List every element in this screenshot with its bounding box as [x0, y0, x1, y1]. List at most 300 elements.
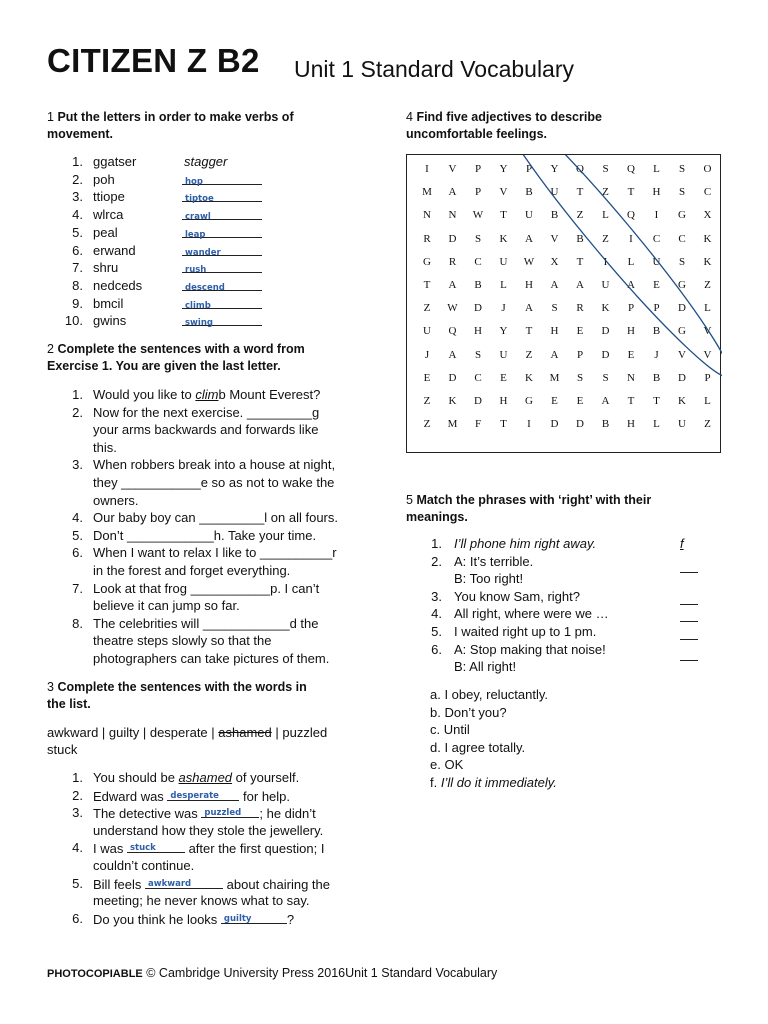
wordsearch-letter: E — [551, 395, 558, 407]
sentence-text: about chairing the — [223, 876, 330, 892]
wordsearch-letter: N — [627, 371, 635, 384]
ex3-word-list — [47, 724, 327, 742]
item-number: 2. — [72, 787, 83, 803]
wordsearch-letter: Y — [499, 325, 508, 338]
item-number: 8. — [72, 615, 83, 631]
item-number: 4. — [72, 207, 83, 223]
sentence-text: ; he didn’t — [259, 806, 316, 822]
footer-label: PHOTOCOPIABLE — [47, 968, 143, 980]
wordsearch-letter: S — [678, 163, 686, 175]
sentence-line: Don’t ____________h. Take your time. — [93, 527, 317, 543]
wordsearch-letter: I — [527, 418, 531, 431]
sentence-line: owners. — [93, 492, 139, 508]
sentence-line: meeting; he never knows what to say. — [93, 893, 310, 909]
sentence-line: When I want to relax I like to __________r — [93, 545, 337, 561]
wordsearch-letter: N — [448, 209, 457, 222]
wordsearch-letter: T — [576, 186, 584, 199]
wordsearch-letter: C — [703, 186, 712, 199]
wordsearch-letter: A — [525, 302, 533, 315]
sentence-line: they ___________e so as not to wake the — [93, 474, 335, 490]
wordsearch-letter: D — [550, 418, 559, 431]
scrambled-word: nedceds — [93, 277, 143, 293]
wordsearch-letter: J — [501, 302, 506, 315]
wordsearch-letter: C — [652, 232, 661, 245]
scrambled-word: erwand — [93, 242, 136, 258]
wordsearch-letter: P — [653, 302, 660, 315]
item-number: 2. — [72, 171, 83, 187]
wordsearch-letter: D — [601, 348, 610, 361]
wordsearch-letter: E — [500, 371, 507, 384]
handwritten-answer: swing — [185, 318, 213, 329]
wordsearch-letter: H — [627, 325, 635, 338]
wordsearch-letter: Z — [704, 418, 711, 431]
wordsearch-letter: Y — [550, 163, 559, 175]
wordsearch-letter: S — [602, 163, 609, 175]
answer-blank — [182, 224, 262, 238]
sentence-line — [93, 910, 294, 929]
meaning-f-label: f. — [430, 775, 441, 790]
wordsearch-letter: K — [703, 232, 712, 245]
phrase-text: You know Sam, right? — [454, 588, 580, 604]
wordsearch-letter: S — [551, 302, 558, 315]
sentence-line: Look at that frog ___________p. I can’t — [93, 580, 320, 596]
wordsearch-letter: K — [499, 232, 508, 245]
sentence-text: Do you think he looks — [93, 911, 221, 927]
sentence-line — [93, 875, 330, 894]
wordsearch-letter: G — [525, 395, 533, 407]
handwritten-answer: stuck — [129, 843, 156, 854]
sentence-text: Edward was — [93, 788, 168, 804]
phrase-text: A: Stop making that noise! — [454, 641, 606, 657]
ex4-instruction: Find five adjectives to describe — [416, 110, 602, 124]
example-answer: ashamed — [178, 770, 233, 785]
scrambled-word: peal — [93, 224, 118, 240]
wordsearch-letter: W — [472, 209, 484, 222]
item-number: 3. — [431, 588, 442, 604]
ex1-instruction: Put the letters in order to make verbs of — [57, 110, 294, 124]
wordsearch-letter: T — [627, 186, 635, 199]
sentence-text: after the first question; I — [184, 841, 325, 857]
wordsearch-letter: E — [653, 279, 660, 291]
item-number: 2. — [431, 553, 442, 569]
wordsearch-letter: P — [627, 302, 635, 315]
wordsearch-letter: G — [678, 279, 686, 291]
item-number: 6. — [431, 641, 442, 657]
wordsearch-letter: G — [423, 255, 431, 268]
wordsearch-letter: G — [678, 325, 686, 338]
ex5-number: 5 — [406, 493, 413, 507]
sentence-text: I was — [93, 841, 127, 857]
handwritten-answer: descend — [185, 282, 225, 293]
sentence-line — [93, 769, 299, 787]
meaning-item: c. Until — [430, 722, 470, 738]
wordsearch-letter: Y — [499, 163, 508, 175]
wordsearch-letter: L — [704, 302, 711, 315]
wordsearch-letter: B — [474, 279, 482, 291]
sentence-line: theatre steps slowly so that the — [93, 633, 272, 649]
ex1-instruction-line2: movement. — [47, 127, 113, 141]
wordsearch-letter: P — [525, 163, 533, 175]
wordsearch-letter: T — [653, 395, 660, 407]
wordsearch-letter: A — [627, 279, 635, 291]
wordsearch-letter: O — [703, 163, 712, 175]
scrambled-word: gwins — [93, 313, 127, 329]
wordsearch-letter: H — [499, 395, 508, 407]
wordsearch-letter: Z — [423, 418, 431, 431]
ex2-heading — [47, 341, 377, 375]
item-number: 1. — [72, 154, 83, 169]
wordsearch-letter: B — [550, 209, 559, 222]
phrase-text: B: Too right! — [454, 571, 524, 587]
ex5-instruction: Match the phrases with ‘right’ with their — [416, 493, 652, 507]
match-answer: f — [680, 536, 684, 551]
meaning-item: b. Don’t you? — [430, 704, 507, 720]
meaning-item: d. I agree totally. — [430, 739, 526, 755]
wordsearch-letter: V — [703, 325, 712, 338]
sentence-line: When robbers break into a house at night, — [93, 457, 336, 473]
answer-blank — [127, 839, 185, 853]
wordsearch-letter: E — [576, 325, 584, 338]
ex3-word-list-line2: stuck — [47, 742, 78, 757]
match-blank — [680, 610, 698, 622]
wordsearch-letter: H — [550, 325, 559, 338]
item-number: 5. — [431, 624, 442, 639]
handwritten-answer: guilty — [223, 913, 252, 924]
wordsearch-letter: S — [576, 371, 584, 384]
wordsearch-letter: G — [678, 209, 686, 222]
sentence-text: Bill feels — [93, 876, 146, 892]
scrambled-word: ggatser — [93, 154, 137, 169]
item-number: 3. — [72, 805, 83, 821]
sentence-line: your arms backwards and forwards like — [93, 422, 319, 438]
wordsearch-letter: U — [550, 186, 559, 199]
wordsearch-letter: L — [704, 395, 711, 407]
wordsearch-letter: T — [576, 255, 584, 268]
wordsearch-letter: R — [448, 255, 457, 268]
answer-blank — [182, 295, 262, 309]
handwritten-answer: awkward — [148, 878, 192, 889]
wordsearch-letter: V — [550, 232, 559, 245]
answer-blank — [145, 875, 223, 889]
wordsearch-letter: U — [601, 279, 610, 291]
page-subtitle: Unit 1 Standard Vocabulary — [294, 56, 575, 82]
wordsearch-letter: W — [523, 255, 535, 268]
item-number: 8. — [72, 277, 83, 293]
sentence-line — [93, 787, 290, 806]
wordsearch-letter: Q — [627, 163, 635, 175]
handwritten-answer: leap — [185, 229, 206, 240]
wordsearch-letter: U — [652, 255, 661, 268]
wordsearch-letter: T — [500, 418, 507, 431]
wordsearch-letter: D — [678, 302, 686, 315]
wordsearch-letter: F — [474, 418, 482, 431]
wordsearch-letter: J — [424, 348, 430, 361]
answer-blank — [182, 312, 262, 329]
ex2-instruction: Complete the sentences with a word from — [57, 342, 305, 356]
wordsearch-letter: S — [474, 348, 482, 361]
wordsearch-letter: Z — [525, 348, 533, 361]
wordsearch-letter: J — [654, 348, 659, 361]
answer-blank — [221, 910, 287, 924]
sentence-text: The detective was — [93, 806, 202, 822]
sentence-line: The celebrities will ____________d the — [93, 615, 319, 631]
wordsearch-letter: Z — [576, 209, 584, 222]
wordsearch-letter: T — [525, 325, 533, 338]
wordsearch-letter: Q — [627, 209, 635, 222]
sentence-line: understand how they stole the jewellery. — [93, 822, 324, 838]
item-number: 5. — [72, 875, 83, 891]
match-blank — [680, 649, 698, 661]
wordsearch-letter: L — [653, 418, 660, 431]
ex3-instruction-line2: the list. — [47, 697, 91, 711]
wordsearch-letter: T — [423, 279, 431, 291]
item-number: 5. — [72, 224, 83, 240]
wordsearch-letter: V — [448, 163, 457, 175]
wordsearch-letter: B — [601, 418, 610, 431]
wordsearch-letter: V — [703, 348, 712, 361]
ex1-heading — [47, 109, 367, 143]
wordsearch-letter: D — [448, 232, 457, 245]
wordsearch-letter: M — [447, 418, 458, 431]
phrase-text — [454, 535, 596, 553]
wordsearch-letter: K — [678, 395, 686, 407]
wordsearch-letter: C — [678, 232, 686, 245]
wordsearch-grid — [406, 154, 721, 453]
sentence-line: photographers can take pictures of them. — [93, 650, 330, 666]
item-number: 4. — [72, 840, 83, 856]
wordsearch-letter: D — [474, 302, 482, 315]
ex5-instruction-line2: meanings. — [406, 510, 468, 524]
item-number: 6. — [72, 242, 83, 258]
scrambled-word: bmcil — [93, 295, 124, 311]
wordsearch-letter: H — [474, 325, 482, 338]
match-blank — [680, 593, 698, 605]
item-number: 3. — [72, 189, 83, 205]
wordsearch-letter: B — [652, 371, 661, 384]
item-number: 5. — [72, 527, 83, 543]
wordsearch-letter: S — [678, 255, 686, 268]
item-number: 4. — [72, 510, 83, 526]
scrambled-word: shru — [93, 260, 119, 276]
sentence-line: believe it can jump so far. — [93, 598, 240, 614]
wordsearch-letter: Z — [602, 232, 609, 245]
wordsearch-letter: A — [550, 348, 559, 361]
handwritten-answer: rush — [185, 265, 207, 276]
wordsearch-letter: C — [474, 371, 482, 384]
wordsearch-letter: V — [499, 186, 508, 199]
wordsearch-letter: H — [652, 186, 661, 199]
item-number: 7. — [72, 580, 83, 596]
sentence-line: couldn’t continue. — [93, 857, 195, 873]
match-blank — [680, 628, 698, 640]
ex2-instruction-line2: Exercise 1. You are given the last letter. — [47, 359, 281, 373]
sentence-line — [93, 804, 316, 823]
answer-blank — [201, 804, 259, 818]
sentence-line: Our baby boy can _________l on all fours. — [93, 510, 339, 526]
item-number: 9. — [72, 295, 83, 311]
wordsearch-letter: U — [499, 255, 508, 268]
handwritten-answer: tiptoe — [185, 194, 214, 205]
wordsearch-letter: P — [704, 371, 711, 384]
ex4-number: 4 — [406, 110, 413, 124]
item-number: 10. — [64, 313, 83, 329]
wordsearch-letter: T — [627, 395, 635, 407]
wordsearch-letter: R — [423, 232, 431, 245]
answer-example: stagger — [184, 154, 228, 169]
wordsearch-letter: Z — [423, 302, 431, 315]
item-number: 6. — [72, 910, 83, 926]
wordsearch-letter: D — [601, 325, 610, 338]
item-number: 1. — [431, 536, 442, 551]
wordsearch-letter: N — [423, 209, 431, 222]
wordsearch-letter: B — [652, 325, 661, 338]
scrambled-word: ttiope — [93, 189, 125, 205]
item-number: 2. — [72, 404, 83, 420]
example-answer: clim — [195, 387, 219, 402]
wordsearch-letter: V — [678, 348, 686, 361]
answer-blank — [182, 277, 262, 291]
wordsearch-letter: E — [627, 348, 635, 361]
sentence-text: for help. — [239, 788, 291, 804]
wordsearch-letter: Z — [704, 279, 711, 291]
item-number: 7. — [72, 260, 83, 276]
wordsearch-letter: U — [678, 418, 686, 431]
ex4-instruction-line2: uncomfortable feelings. — [406, 127, 547, 141]
wordsearch-letter: T — [500, 209, 507, 222]
footer-text: © Cambridge University Press 2016Unit 1 Standard Vocabulary — [142, 966, 498, 980]
sentence-line — [93, 839, 324, 858]
ex3-number: 3 — [47, 680, 54, 694]
phrase-italic: I’ll phone him right away. — [454, 536, 597, 551]
ex2-number: 2 — [47, 342, 54, 356]
word-list-part: awkward | guilty | desperate | — [47, 725, 219, 740]
handwritten-answer: climb — [185, 300, 211, 311]
item-number: 3. — [72, 457, 83, 473]
wordsearch-letter: K — [703, 255, 712, 268]
sentence-line: this. — [93, 439, 117, 455]
wordsearch-letter: P — [474, 163, 482, 175]
wordsearch-letter: L — [602, 209, 609, 222]
wordsearch-letter: S — [678, 186, 686, 199]
wordsearch-letter: S — [602, 371, 609, 384]
item-number: 6. — [72, 545, 83, 561]
wordsearch-letter: Z — [602, 186, 609, 199]
wordsearch-letter: E — [576, 395, 584, 407]
phrase-text: All right, where were we … — [454, 606, 609, 622]
ex3-heading — [47, 679, 377, 713]
wordsearch-letter: P — [576, 348, 584, 361]
wordsearch-letter: Z — [423, 395, 431, 407]
ex1-number: 1 — [47, 110, 54, 124]
item-number: 1. — [72, 387, 83, 402]
handwritten-answer: wander — [185, 247, 221, 258]
wordsearch-letter: W — [447, 302, 458, 315]
wordsearch-letter: A — [576, 279, 584, 291]
meaning-item: a. I obey, reluctantly. — [430, 687, 549, 702]
ex3-instruction: Complete the sentences with the words in — [57, 680, 307, 694]
wordsearch-letter: C — [474, 255, 482, 268]
wordsearch-letter: L — [500, 279, 507, 291]
wordsearch-letter: M — [422, 186, 432, 199]
meaning-f — [430, 774, 557, 792]
wordsearch-letter: A — [525, 232, 533, 245]
sentence-text: of yourself. — [232, 770, 300, 785]
meaning-f-text: I’ll do it immediately. — [440, 775, 557, 790]
wordsearch-letter: B — [576, 232, 584, 245]
item-number: 4. — [431, 606, 442, 622]
scrambled-word: wlrca — [93, 207, 124, 223]
answer-blank — [182, 206, 262, 223]
wordsearch-letter: D — [448, 371, 457, 384]
wordsearch-letter: A — [448, 348, 457, 361]
sentence-text: b Mount Everest? — [218, 387, 321, 402]
handwritten-answer: desperate — [170, 790, 219, 801]
match-blank — [680, 561, 698, 573]
item-number: 1. — [72, 770, 83, 785]
wordsearch-letter: P — [474, 186, 482, 199]
sentence-text: You should be — [93, 770, 179, 785]
sentence-line: Now for the next exercise. _________g — [93, 404, 320, 420]
wordsearch-letter: A — [448, 186, 457, 199]
answer-blank — [182, 242, 262, 256]
wordsearch-letter: H — [525, 279, 533, 291]
wordsearch-letter: A — [550, 279, 559, 291]
wordsearch-letter: A — [448, 279, 457, 291]
wordsearch-letter: Q — [576, 163, 584, 175]
word-list-struck: ashamed — [218, 725, 272, 740]
wordsearch-letter: M — [549, 371, 560, 384]
handwritten-answer: puzzled — [204, 808, 242, 819]
phrase-text: I waited right up to 1 pm. — [454, 624, 597, 639]
phrase-text: A: It’s terrible. — [454, 553, 534, 569]
wordsearch-letter: X — [550, 255, 559, 268]
sentence-text: ? — [286, 911, 295, 927]
phrase-text: B: All right! — [454, 659, 517, 675]
wordsearch-letter: Q — [448, 325, 457, 338]
wordsearch-letter: U — [499, 348, 508, 361]
wordsearch-letter: K — [601, 302, 610, 315]
page-title: CITIZEN Z B2 — [47, 42, 260, 79]
wordsearch-letter: A — [601, 395, 610, 407]
wordsearch-letter: H — [627, 418, 635, 431]
handwritten-answer: crawl — [185, 212, 211, 223]
wordsearch-letter: X — [703, 209, 712, 222]
wordsearch-letter: L — [627, 255, 635, 268]
meaning-item: e. OK — [430, 757, 464, 773]
answer-blank — [167, 787, 239, 801]
wordsearch-letter: R — [576, 302, 584, 315]
scrambled-word: poh — [93, 171, 115, 187]
answer-blank — [182, 259, 262, 276]
footer — [47, 966, 497, 980]
answer-blank — [182, 171, 262, 185]
wordsearch-letter: D — [474, 395, 482, 407]
wordsearch-letter: S — [474, 232, 482, 245]
sentence-line — [93, 386, 320, 404]
ex5-heading — [406, 492, 736, 526]
wordsearch-letter: I — [425, 163, 429, 175]
word-list-part: | puzzled — [271, 725, 328, 740]
wordsearch-letter: E — [423, 371, 431, 384]
wordsearch-letter: L — [653, 163, 660, 175]
sentence-text: Would you like to — [93, 387, 196, 402]
wordsearch-letter: U — [423, 325, 431, 338]
sentence-line: in the forest and forget everything. — [93, 562, 291, 578]
wordsearch-letter: K — [448, 395, 457, 407]
wordsearch-letter: D — [678, 371, 686, 384]
ex4-heading — [406, 109, 726, 143]
wordsearch-letter: D — [576, 418, 584, 431]
